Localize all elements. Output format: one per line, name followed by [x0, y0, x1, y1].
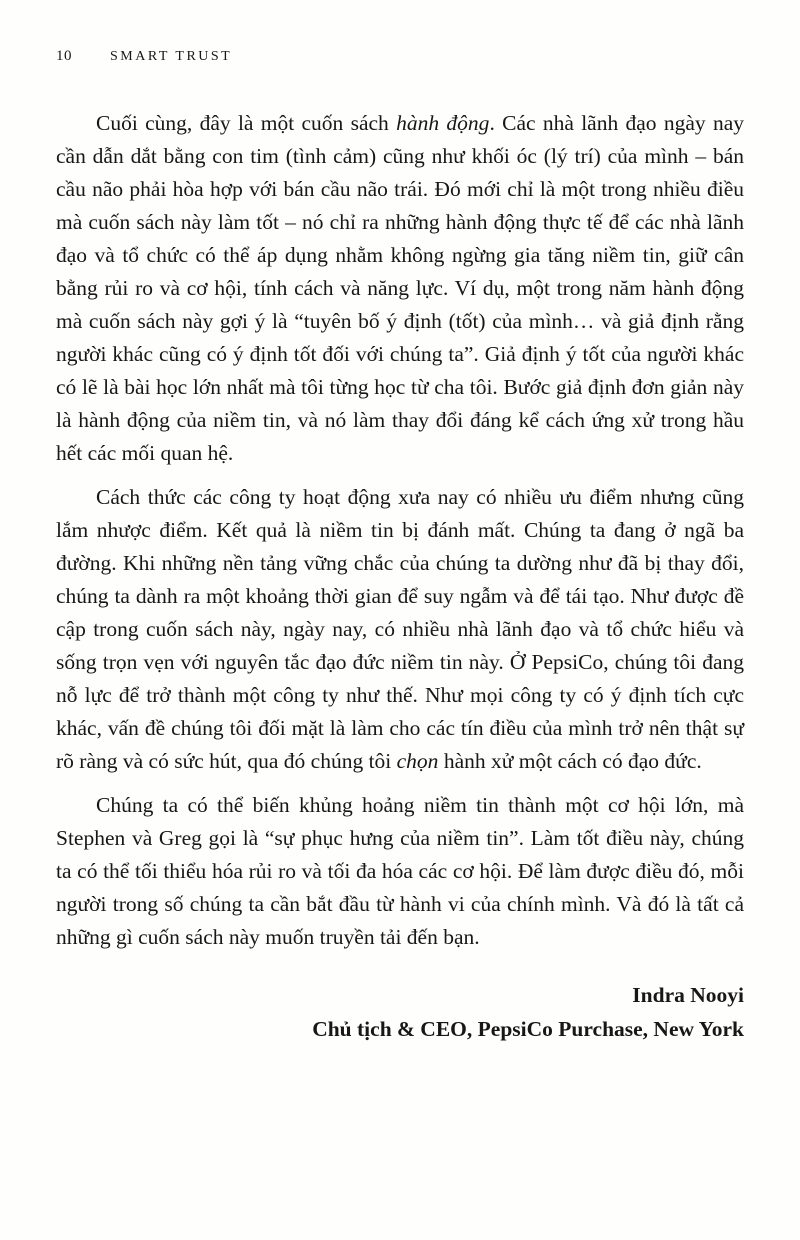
- signature-title: Chủ tịch & CEO, PepsiCo Purchase, New York: [312, 1017, 744, 1041]
- text-segment-italic: hành động: [396, 111, 490, 135]
- page-number: 10: [56, 48, 72, 64]
- running-header-title: SMART TRUST: [110, 49, 233, 64]
- signature-block: [56, 978, 744, 1046]
- text-segment: Cách thức các công ty hoạt động xưa nay có nhiều ưu điểm nhưng cũng lắm nhược điểm. Kết quả là niềm tin bị đánh mất. Chúng ta đang ở ngã ba đường. Khi những nền tảng vững chắc của chúng ta dường như đã bị thay đổi, chúng ta dành ra một khoảng thời gian để suy ngẫm và để tái tạo. Như được đề cập trong cuốn sách này, ngày nay, có nhiều nhà lãnh đạo và tổ chức hiểu và sống trọn vẹn với nguyên tắc đạo đức niềm tin này. Ở PepsiCo, chúng tôi đang nỗ lực để trở thành một công ty như thế. Như mọi công ty có ý định tích cực khác, vấn đề chúng tôi đối mặt là làm cho các tín điều của mình trở nên thật sự rõ ràng và có sức hút, qua đó chúng tôi: [56, 485, 744, 773]
- running-header: [56, 48, 744, 65]
- paragraph-2: [56, 481, 744, 778]
- text-segment: hành xử một cách có đạo đức.: [438, 749, 702, 773]
- text-segment-italic: chọn: [396, 749, 439, 773]
- paragraph-3: [56, 789, 744, 954]
- paragraph-1: [56, 107, 744, 470]
- signature-name: Indra Nooyi: [632, 983, 744, 1007]
- page-body: [56, 107, 744, 1046]
- text-segment: Chúng ta có thể biến khủng hoảng niềm tin thành một cơ hội lớn, mà Stephen và Greg gọi là “sự phục hưng của niềm tin”. Làm tốt điều này, chúng ta có thể tối thiểu hóa rủi ro và tối đa hóa các cơ hội. Để làm được điều đó, mỗi người trong số chúng ta cần bắt đầu từ hành vi của chính mình. Và đó là tất cả những gì cuốn sách này muốn truyền tải đến bạn.: [56, 793, 744, 949]
- text-segment: Cuối cùng, đây là một cuốn sách: [96, 111, 397, 135]
- text-segment: . Các nhà lãnh đạo ngày nay cần dẫn dắt bằng con tim (tình cảm) cũng như khối óc (lý trí) của mình – bán cầu não phải hòa hợp với bán cầu não trái. Đó mới chỉ là một trong nhiều điều mà cuốn sách này làm tốt – nó chỉ ra những hành động thực tế để các nhà lãnh đạo và tổ chức có thể áp dụng nhằm không ngừng gia tăng niềm tin, giữ cân bằng rủi ro và cơ hội, tính cách và năng lực. Ví dụ, một trong năm hành động mà cuốn sách này gợi ý là “tuyên bố ý định (tốt) của mình… và giả định rằng người khác cũng có ý định tốt đối với chúng ta”. Giả định ý tốt của người khác có lẽ là bài học lớn nhất mà tôi từng học từ cha tôi. Bước giả định đơn giản này là hành động của niềm tin, và nó làm thay đổi đáng kể cách ứng xử trong hầu hết các mối quan hệ.: [56, 111, 745, 465]
